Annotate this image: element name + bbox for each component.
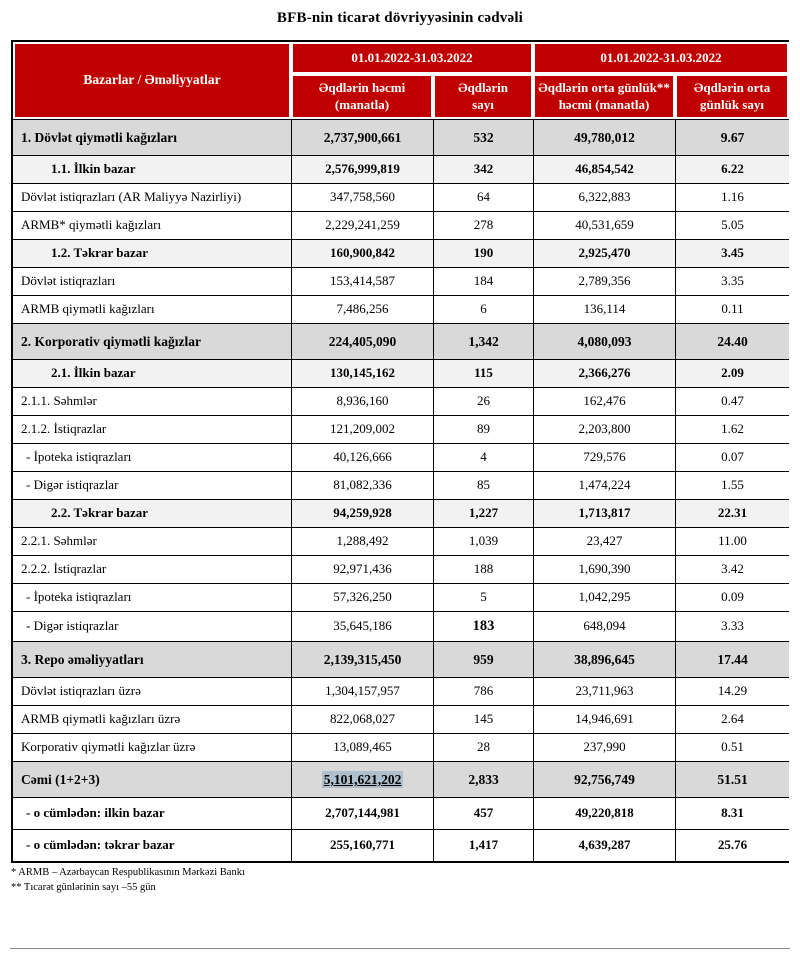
- row-label: 1.2. Təkrar bazar: [13, 239, 291, 267]
- row-label: 2. Korporativ qiymətli kağızlar: [13, 323, 291, 360]
- row-value: 648,094: [533, 611, 675, 641]
- row-value: 162,476: [533, 387, 675, 415]
- row-value: 4: [433, 443, 533, 471]
- table-row: [13, 705, 789, 733]
- period-header-row: [13, 42, 789, 74]
- row-value: 160,900,842: [291, 239, 433, 267]
- row-value: 40,126,666: [291, 443, 433, 471]
- row-value: 4,080,093: [533, 323, 675, 360]
- row-value: 85: [433, 471, 533, 499]
- row-value: 188: [433, 555, 533, 583]
- row-value: 1,417: [433, 829, 533, 861]
- footnote: ** Tıcarət günlərinin sayı –55 gün: [11, 881, 156, 893]
- row-value: 278: [433, 211, 533, 239]
- row-value: 1,474,224: [533, 471, 675, 499]
- row-value: 81,082,336: [291, 471, 433, 499]
- row-value: 11.00: [675, 527, 789, 555]
- corner-header-markets-operations: Bazarlar / Əməliyyatlar: [13, 42, 291, 119]
- table-row: [13, 471, 789, 499]
- row-value: 2,789,356: [533, 267, 675, 295]
- row-value: 184: [433, 267, 533, 295]
- footnote: * ARMB – Azərbaycan Respublikasının Mərkəzi Bankı: [11, 867, 245, 879]
- row-value: 130,145,162: [291, 359, 433, 387]
- row-value: 183: [433, 611, 533, 641]
- row-value: 1.55: [675, 471, 789, 499]
- row-value: 1,304,157,957: [291, 677, 433, 705]
- table-row: [13, 583, 789, 611]
- row-value: 8.31: [675, 797, 789, 829]
- row-value: 3.35: [675, 267, 789, 295]
- row-value: 0.07: [675, 443, 789, 471]
- page-title: BFB-nin ticarət dövriyyəsinin cədvəli: [276, 10, 524, 26]
- row-value: 1.62: [675, 415, 789, 443]
- row-label: Dövlət istiqrazları üzrə: [13, 677, 291, 705]
- row-value: 94,259,928: [291, 499, 433, 527]
- row-value: 2,229,241,259: [291, 211, 433, 239]
- table-row: [13, 677, 789, 705]
- row-value: 1,342: [433, 323, 533, 360]
- row-value: 49,780,012: [533, 119, 675, 156]
- row-value: 2,366,276: [533, 359, 675, 387]
- row-value: 1,713,817: [533, 499, 675, 527]
- row-label: Korporativ qiymətli kağızlar üzrə: [13, 733, 291, 761]
- table-row: [13, 641, 789, 678]
- row-value: 23,427: [533, 527, 675, 555]
- row-label: 2.1.1. Səhmlər: [13, 387, 291, 415]
- row-value: 347,758,560: [291, 183, 433, 211]
- row-value: 1,039: [433, 527, 533, 555]
- row-value: 2,576,999,819: [291, 155, 433, 183]
- table-header: [13, 42, 789, 119]
- row-value: 7,486,256: [291, 295, 433, 323]
- row-label: Dövlət istiqrazları: [13, 267, 291, 295]
- row-label: 1.1. İlkin bazar: [13, 155, 291, 183]
- row-value: 5: [433, 583, 533, 611]
- column-header-avg-daily-count: Əqdlərin orta günlük sayı: [675, 74, 789, 119]
- row-value: 49,220,818: [533, 797, 675, 829]
- row-value: 115: [433, 359, 533, 387]
- column-header-volume: Əqdlərin həcmi (manatla): [291, 74, 433, 119]
- row-value: 13,089,465: [291, 733, 433, 761]
- table-body: [13, 119, 789, 861]
- row-value: 786: [433, 677, 533, 705]
- row-value: 2,925,470: [533, 239, 675, 267]
- row-label: 3. Repo əməliyyatları: [13, 641, 291, 678]
- row-value: 17.44: [675, 641, 789, 678]
- row-value: 26: [433, 387, 533, 415]
- row-value: 0.51: [675, 733, 789, 761]
- row-value: 2.09: [675, 359, 789, 387]
- row-value: 136,114: [533, 295, 675, 323]
- row-label: ARMB qiymətli kağızları üzrə: [13, 705, 291, 733]
- row-label: 2.1. İlkin bazar: [13, 359, 291, 387]
- row-value: 2,203,800: [533, 415, 675, 443]
- row-value: 6.22: [675, 155, 789, 183]
- table-row: [13, 267, 789, 295]
- row-value: 0.47: [675, 387, 789, 415]
- row-value: 457: [433, 797, 533, 829]
- row-value: [291, 761, 433, 798]
- table-row: [13, 499, 789, 527]
- row-value: 153,414,587: [291, 267, 433, 295]
- row-label: 2.2. Təkrar bazar: [13, 499, 291, 527]
- row-value: 89: [433, 415, 533, 443]
- row-label: - o cümlədən: təkrar bazar: [13, 829, 291, 861]
- row-label: ARMB qiymətli kağızları: [13, 295, 291, 323]
- row-value: 14,946,691: [533, 705, 675, 733]
- trading-turnover-table-wrap: [11, 40, 789, 863]
- row-value: 532: [433, 119, 533, 156]
- row-value: 5.05: [675, 211, 789, 239]
- row-label: - Digər istiqrazlar: [13, 471, 291, 499]
- table-row: [13, 359, 789, 387]
- row-value: 14.29: [675, 677, 789, 705]
- table-row: [13, 415, 789, 443]
- row-value: 40,531,659: [533, 211, 675, 239]
- row-label: ARMB* qiymətli kağızları: [13, 211, 291, 239]
- row-value: 22.31: [675, 499, 789, 527]
- column-header-count: Əqdlərin sayı: [433, 74, 533, 119]
- table-row: [13, 555, 789, 583]
- row-value: 6,322,883: [533, 183, 675, 211]
- row-value: 2,833: [433, 761, 533, 798]
- row-label: 1. Dövlət qiymətli kağızları: [13, 119, 291, 156]
- table-row: [13, 119, 789, 156]
- row-value: 64: [433, 183, 533, 211]
- row-label: - o cümlədən: ilkin bazar: [13, 797, 291, 829]
- row-value: 3.45: [675, 239, 789, 267]
- row-value: 24.40: [675, 323, 789, 360]
- row-value: 237,990: [533, 733, 675, 761]
- row-value: 1,288,492: [291, 527, 433, 555]
- table-row: [13, 183, 789, 211]
- row-value: 92,971,436: [291, 555, 433, 583]
- row-label: 2.1.2. İstiqrazlar: [13, 415, 291, 443]
- highlighted-total-value: 5,101,621,202: [323, 771, 402, 787]
- row-value: 4,639,287: [533, 829, 675, 861]
- row-value: 2.64: [675, 705, 789, 733]
- row-value: 2,707,144,981: [291, 797, 433, 829]
- row-value: 0.09: [675, 583, 789, 611]
- row-value: 822,068,027: [291, 705, 433, 733]
- row-value: 255,160,771: [291, 829, 433, 861]
- row-value: 342: [433, 155, 533, 183]
- row-value: 1.16: [675, 183, 789, 211]
- period-header-2: 01.01.2022-31.03.2022: [533, 42, 789, 74]
- row-value: 51.51: [675, 761, 789, 798]
- row-value: 2,139,315,450: [291, 641, 433, 678]
- table-row: [13, 323, 789, 360]
- row-value: 92,756,749: [533, 761, 675, 798]
- table-row: [13, 611, 789, 641]
- row-value: 38,896,645: [533, 641, 675, 678]
- table-row: [13, 387, 789, 415]
- row-value: 28: [433, 733, 533, 761]
- row-value: 729,576: [533, 443, 675, 471]
- table-row: [13, 797, 789, 829]
- row-label: 2.2.1. Səhmlər: [13, 527, 291, 555]
- row-value: 1,690,390: [533, 555, 675, 583]
- row-label: - Digər istiqrazlar: [13, 611, 291, 641]
- row-value: 9.67: [675, 119, 789, 156]
- bottom-divider: [10, 948, 790, 949]
- row-value: 35,645,186: [291, 611, 433, 641]
- row-value: 2,737,900,661: [291, 119, 433, 156]
- period-header-1: 01.01.2022-31.03.2022: [291, 42, 533, 74]
- row-label: 2.2.2. İstiqrazlar: [13, 555, 291, 583]
- row-label: - İpoteka istiqrazları: [13, 583, 291, 611]
- table-row: [13, 155, 789, 183]
- table-row: [13, 761, 789, 798]
- table-row: [13, 239, 789, 267]
- trading-turnover-table: [13, 42, 789, 861]
- row-value: 46,854,542: [533, 155, 675, 183]
- row-value: 3.33: [675, 611, 789, 641]
- row-value: 8,936,160: [291, 387, 433, 415]
- row-label: Dövlət istiqrazları (AR Maliyyə Nazirliyi): [13, 183, 291, 211]
- row-value: 25.76: [675, 829, 789, 861]
- table-row: [13, 211, 789, 239]
- row-value: 1,042,295: [533, 583, 675, 611]
- table-row: [13, 443, 789, 471]
- row-value: 0.11: [675, 295, 789, 323]
- table-row: [13, 527, 789, 555]
- footnotes: [11, 866, 789, 895]
- row-value: 1,227: [433, 499, 533, 527]
- row-value: 23,711,963: [533, 677, 675, 705]
- row-value: 57,326,250: [291, 583, 433, 611]
- row-label: - İpoteka istiqrazları: [13, 443, 291, 471]
- row-value: 190: [433, 239, 533, 267]
- row-value: 3.42: [675, 555, 789, 583]
- table-row: [13, 733, 789, 761]
- row-value: 145: [433, 705, 533, 733]
- row-value: 959: [433, 641, 533, 678]
- row-value: 224,405,090: [291, 323, 433, 360]
- column-header-avg-daily-volume: Əqdlərin orta günlük** həcmi (manatla): [533, 74, 675, 119]
- row-value: 121,209,002: [291, 415, 433, 443]
- row-value: 6: [433, 295, 533, 323]
- table-row: [13, 295, 789, 323]
- table-row: [13, 829, 789, 861]
- row-label: Cəmi (1+2+3): [13, 761, 291, 798]
